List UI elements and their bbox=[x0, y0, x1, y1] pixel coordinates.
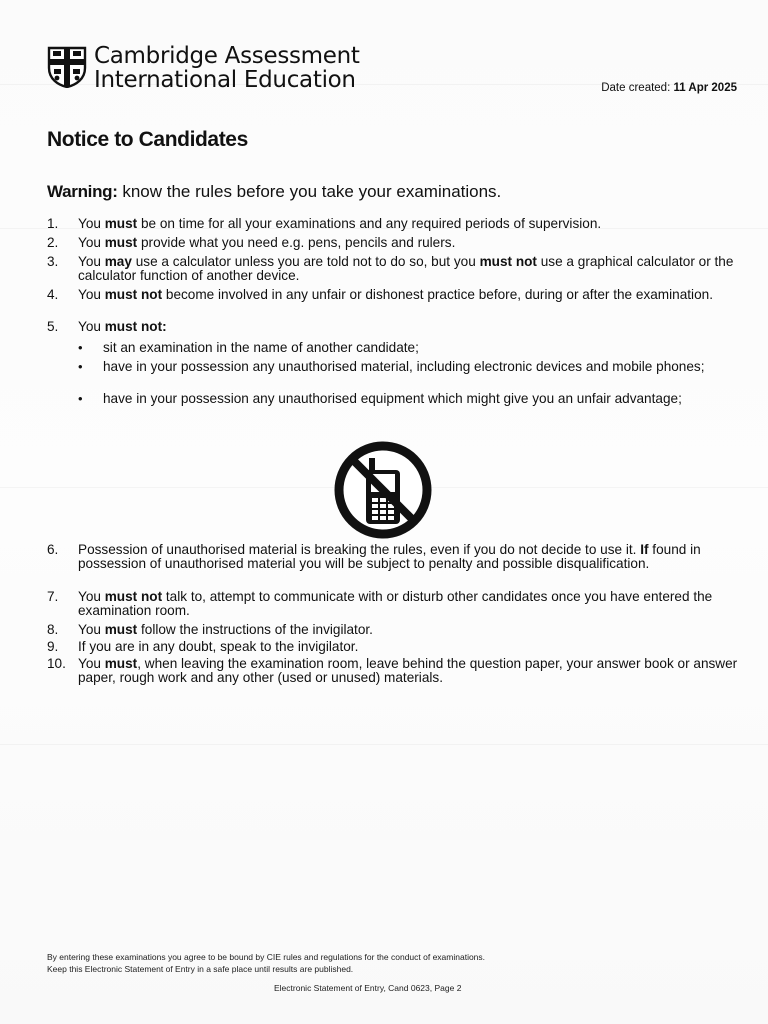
rule-number: 1. bbox=[47, 216, 59, 231]
rule-fragment: If you are in any doubt, speak to the invigilator. bbox=[78, 639, 359, 654]
rule-number: 2. bbox=[47, 235, 59, 250]
rule-fragment: become involved in any unfair or dishonest practice before, during or after the examination. bbox=[162, 287, 713, 302]
warning-text: know the rules before you take your examinations. bbox=[117, 182, 502, 201]
rule-emphasis: If bbox=[640, 542, 649, 557]
rule-fragment: use a graphical calculator or the calculator function of another device. bbox=[78, 254, 734, 283]
rule-number: 10. bbox=[47, 656, 66, 671]
page-title: Notice to Candidates bbox=[47, 128, 248, 151]
rule-emphasis: must bbox=[104, 656, 138, 671]
rule-fragment: follow the instructions of the invigilator. bbox=[137, 622, 373, 637]
page-label: Electronic Statement of Entry, Cand 0623, Page 2 bbox=[274, 983, 462, 993]
rule-text bbox=[78, 640, 738, 654]
warning-lead: Warning: bbox=[47, 182, 118, 201]
rule-text bbox=[78, 255, 738, 283]
brand-line-2: International Education bbox=[94, 67, 356, 93]
rule-number: 5. bbox=[47, 319, 59, 334]
rule-text bbox=[78, 288, 738, 302]
rule-emphasis: must bbox=[104, 235, 138, 250]
rule-fragment: You bbox=[78, 656, 105, 671]
rule-fragment: provide what you need e.g. pens, pencils and rulers. bbox=[137, 235, 456, 250]
rule-number: 9. bbox=[47, 639, 59, 654]
rule-emphasis: must not bbox=[104, 287, 163, 302]
rule-number: 8. bbox=[47, 622, 59, 637]
bullet-text: sit an examination in the name of another candidate; bbox=[103, 340, 419, 355]
rule-number: 4. bbox=[47, 287, 59, 302]
rule-number: 3. bbox=[47, 254, 59, 269]
date-label: Date created: bbox=[601, 82, 671, 94]
rule-emphasis: may bbox=[104, 254, 132, 269]
bullet-text: have in your possession any unauthorised equipment which might give you an unfair advantage; bbox=[103, 391, 682, 406]
rule-fragment: You bbox=[78, 254, 105, 269]
rule-fragment: , when leaving the examination room, leave behind the question paper, your answer book or answer paper, rough work and any other (used or unused) materials. bbox=[78, 656, 738, 685]
rule-fragment: be on time for all your examinations and any required periods of supervision. bbox=[137, 216, 602, 231]
organisation-name bbox=[94, 44, 360, 92]
rule-fragment: You bbox=[78, 216, 105, 231]
rule-text bbox=[78, 657, 738, 685]
bullet-icon: • bbox=[78, 340, 83, 355]
rule-fragment: found in possession of unauthorised material you will be subject to penalty and possible disqualification. bbox=[78, 542, 701, 571]
rule-text bbox=[78, 543, 738, 571]
no-mobile-phone-icon bbox=[328, 440, 438, 540]
rule-fragment: You bbox=[78, 287, 105, 302]
rule-number: 7. bbox=[47, 589, 59, 604]
rule-fragment: You bbox=[78, 622, 105, 637]
rule-text bbox=[78, 590, 738, 618]
letterhead bbox=[47, 44, 737, 94]
cambridge-crest-icon bbox=[47, 46, 87, 88]
rule-fragment: You bbox=[78, 319, 105, 334]
rule-emphasis: must bbox=[104, 622, 138, 637]
brand-line-1: Cambridge Assessment bbox=[94, 43, 360, 69]
rule-fragment: Possession of unauthorised material is breaking the rules, even if you do not decide to use it. bbox=[78, 542, 641, 557]
rule-fragment: use a calculator unless you are told not to do so, but you bbox=[131, 254, 480, 269]
rule-emphasis: must bbox=[104, 216, 138, 231]
date-created bbox=[601, 82, 737, 94]
terms-note bbox=[47, 951, 485, 975]
rule-text bbox=[78, 623, 738, 637]
terms-line-1: By entering these examinations you agree to be bound by CIE rules and regulations for the conduct of examinations. bbox=[47, 952, 486, 962]
bullet-icon: • bbox=[78, 391, 83, 406]
rule-number: 6. bbox=[47, 542, 59, 557]
date-value: 11 Apr 2025 bbox=[673, 82, 737, 94]
terms-line-2: Keep this Electronic Statement of Entry in a safe place until results are published. bbox=[47, 964, 354, 974]
rule-fragment: You bbox=[78, 235, 105, 250]
rule-text bbox=[78, 236, 738, 250]
rule-text bbox=[78, 320, 738, 334]
paper-fold bbox=[0, 744, 768, 745]
rule-text bbox=[78, 217, 738, 231]
rule-fragment: talk to, attempt to communicate with or disturb other candidates once you have entered the examination room. bbox=[78, 589, 713, 618]
bullet-icon: • bbox=[78, 359, 83, 374]
rule-emphasis: must not: bbox=[104, 319, 167, 334]
rule-fragment: You bbox=[78, 589, 105, 604]
warning-line bbox=[47, 182, 501, 202]
rule-emphasis: must not bbox=[479, 254, 537, 269]
bullet-text: have in your possession any unauthorised material, including electronic devices and mobile phones; bbox=[103, 359, 705, 374]
rule-emphasis: must not bbox=[104, 589, 163, 604]
